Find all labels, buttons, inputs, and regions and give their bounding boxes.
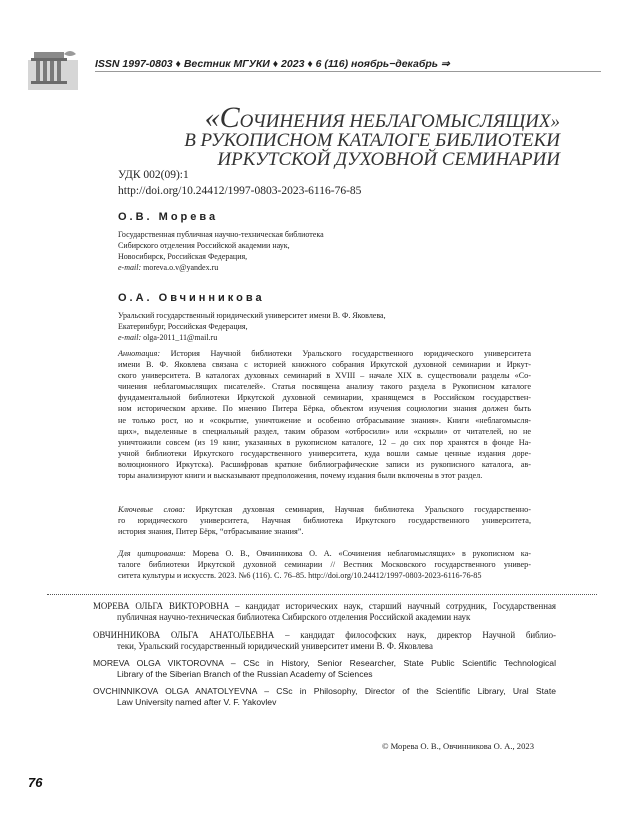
- title-line2: В РУКОПИСНОМ КАТАЛОГЕ БИБЛИОТЕКИ: [184, 130, 560, 151]
- abstract-line: не только рост, но и «сокрытие, уничтожение и особенно отбрасывание знания». Книги «неблагомысля-: [118, 415, 531, 425]
- keywords-line: Иркутская духовная семинария, Научная библиотека Уральского государственно-: [185, 505, 531, 514]
- bio-line: публичная научно-техническая библиотека Сибирского отделения Российской академии наук: [117, 612, 471, 623]
- bio-line: теки, Уральский государственный юридический университет имени В. Ф. Яковлева: [117, 641, 433, 652]
- bio-line: Law University named after V. F. Yakovlev: [117, 697, 277, 708]
- author-bio-1: [93, 601, 556, 624]
- page-number: 76: [28, 775, 43, 790]
- header-rule: [95, 71, 601, 72]
- keywords-line: го юридического университета, Научная библиотека Иркутского государственного университета,: [118, 516, 531, 526]
- udk-code: УДК 002(09):1: [118, 169, 189, 181]
- abstract-line: учной библиотеки Иркутского государственного университета, куда вошли самые ценные издания доре-: [118, 448, 531, 458]
- affiliation-line: Новосибирск, Российская Федерация,: [118, 252, 248, 261]
- abstract-line: ского университета. В каталогах духовных семинарий в XVIII – начале XIX в. существовали разделы «Со-: [118, 371, 531, 381]
- keywords-line: история знания, Питер Бёрк, “отбрасывание знания”.: [118, 527, 304, 537]
- citation-line: талоге библиотеки Иркутской духовной семинарии // Вестник Московского государственного универ-: [118, 560, 531, 570]
- journal-header: ISSN 1997-0803 ♦ Вестник МГУКИ ♦ 2023 ♦ 6 (116) ноябрь−декабрь ⇒: [95, 58, 450, 70]
- abstract-line: уничтожили совсем (из 19 книг, указанных в рукописном каталоге, 12 – до сих пор хранятся в фонде На-: [118, 437, 531, 447]
- affiliation-line: Екатеринбург, Российская Федерация,: [118, 322, 248, 331]
- keywords: [118, 504, 531, 537]
- email-label: e-mail:: [118, 333, 142, 342]
- bio-line: МОРЕВА ОЛЬГА ВИКТОРОВНА – кандидат исторических наук, старший научный сотрудник, Государственная: [93, 601, 556, 611]
- author-email-1[interactable]: moreva.o.v@yandex.ru: [143, 263, 219, 272]
- citation-line: ситета культуры и искусств. 2023. №6 (116). С. 76–85. http://doi.org/10.24412/1997-0803-2023-6116-76-85: [118, 571, 482, 581]
- author-bio-2: [93, 630, 556, 653]
- keywords-label: Ключевые слова:: [118, 505, 186, 514]
- author-email-2[interactable]: olga-2011_11@mail.ru: [143, 333, 218, 342]
- affiliation-line: Уральский государственный юридический университет имени В. Ф. Яковлева,: [118, 311, 386, 320]
- author-bio-3: [93, 658, 556, 681]
- abstract-line: История Научной библиотеки Уральского государственного юридического университета: [160, 349, 531, 358]
- citation-label: Для цитирования:: [118, 549, 186, 558]
- title-initial: С: [219, 101, 240, 134]
- email-label: e-mail:: [118, 263, 142, 272]
- section-divider: [47, 594, 597, 595]
- author-bio-4: [93, 686, 556, 709]
- affiliation-line: Сибирского отделения Российской академии наук,: [118, 241, 290, 250]
- author-affiliation-1: [118, 229, 324, 273]
- title-line1: ОЧИНЕНИЯ НЕБЛАГОМЫСЛЯЩИХ»: [239, 111, 560, 132]
- bio-line: Library of the Siberian Branch of the Russian Academy of Sciences: [117, 669, 373, 680]
- author-name-2: О.А. Овчинникова: [118, 292, 265, 304]
- abstract-line: фундаментальной библиотеки Иркутской духовной семинарии, хранящемся в Российском государствен-: [118, 393, 531, 403]
- abstract-line: имени В. Ф. Яковлева связана с историей книжного собрания Иркутской духовной семинарии и Иркут-: [118, 360, 531, 370]
- citation: [118, 548, 531, 581]
- bio-line: OVCHINNIKOVA OLGA ANATOLYEVNA – CSc in Philosophy, Director of the Scientific Library, Ural State: [93, 686, 556, 696]
- abstract-line: щих», выделенные в специальный раздел, таким образом «отбросили» или «скрыли» от читателей, но не: [118, 426, 531, 436]
- abstract-line: торы анализируют книги и высказывают предположения, почему издания были включены в этот раздел.: [118, 471, 483, 481]
- abstract-label: Аннотация:: [118, 349, 161, 358]
- affiliation-line: Государственная публичная научно-техническая библиотека: [118, 230, 324, 239]
- bio-line: ОВЧИННИКОВА ОЛЬГА АНАТОЛЬЕВНА – кандидат философских наук, директор Научной библио-: [93, 630, 556, 640]
- abstract-line: чинения неблагомыслящих писателей». Статья посвящена анализу такого раздела в Рукописном каталоге: [118, 382, 531, 392]
- author-name-1: О.В. Морева: [118, 211, 219, 223]
- abstract-line: волюционного Иркутска). Расшифровав краткие библиографические записи из рукописного каталога, ав-: [118, 459, 531, 469]
- abstract-line: ном историческом архиве. По мнению Питера Бёрка, объектом изучения социологии знания должен быть: [118, 404, 531, 414]
- title-line3: ИРКУТСКОЙ ДУХОВНОЙ СЕМИНАРИИ: [217, 149, 560, 170]
- bio-line: MOREVA OLGA VIKTOROVNA – CSc in History, Senior Researcher, State Public Scientific Technological: [93, 658, 556, 668]
- abstract: [118, 348, 531, 481]
- author-affiliation-2: [118, 310, 386, 343]
- doi-link[interactable]: http://doi.org/10.24412/1997-0803-2023-6116-76-85: [118, 185, 362, 197]
- copyright-notice: © Морева О. В., Овчинникова О. А., 2023: [381, 741, 534, 751]
- article-title: [184, 101, 560, 170]
- citation-line: Морева О. В., Овчинникова О. А. «Сочинения неблагомыслящих» в рукописном ка-: [185, 549, 531, 558]
- title-open-quote: «: [204, 101, 220, 134]
- journal-logo-icon: [28, 44, 78, 90]
